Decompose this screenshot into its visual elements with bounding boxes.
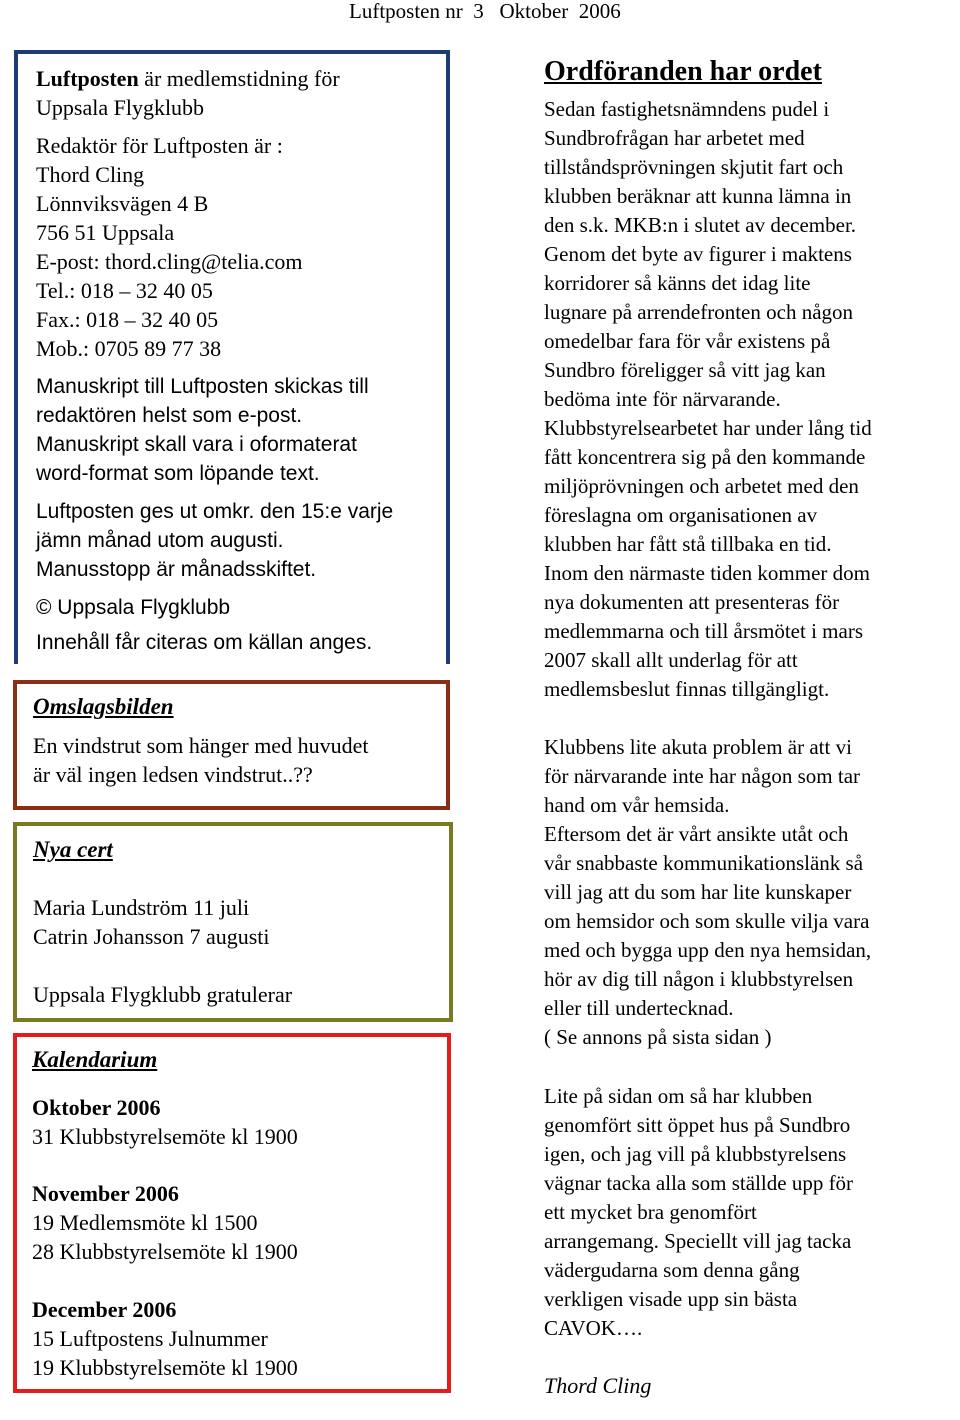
text-line: tillståndsprövningen skjutit fart och [544,155,844,179]
text-line: medlemmarna och till årsmötet i mars [544,619,863,643]
editor-line: Fax.: 018 – 32 40 05 [36,307,219,332]
calendar-event: 15 Luftpostens Julnummer [32,1326,268,1351]
text-line: vår snabbaste kommunikationslänk så [544,851,864,875]
text-line: fått koncentrera sig på den kommande [544,445,866,469]
text-line: Sundbro föreligger så vitt jag kan [544,358,826,382]
cert-name: Catrin Johansson 7 augusti [33,924,270,949]
text-line: Klubbstyrelsearbetet har under lång tid [544,416,872,440]
citation-line: Innehåll får citeras om källan anges. [36,631,373,654]
text-line: klubben beräknar att kunna lämna in [544,184,852,208]
text-line: föreslagna om organisationen av [544,503,818,527]
text-line: bedöma inte för närvarande. [544,387,781,411]
text-line: hör av dig till någon i klubbstyrelsen [544,967,854,991]
text-line: ett mycket bra genomfört [544,1200,757,1224]
manuscript-line: Manuskript till Luftposten skickas till [36,375,369,398]
editor-line: 756 51 Uppsala [36,220,175,245]
calendar-event: 28 Klubbstyrelsemöte kl 1900 [32,1239,298,1264]
text-line: nya dokumenten att presenteras för [544,590,840,614]
text-line: den s.k. MKB:n i slutet av december. [544,213,857,237]
text-line: med och bygga upp den nya hemsidan, [544,938,872,962]
calendar-event: 31 Klubbstyrelsemöte kl 1900 [32,1124,298,1149]
calendar-october [32,1093,298,1151]
text-line: Genom det byte av figurer i maktens [544,242,852,266]
text-line: vädergudarna som denna gång [544,1258,800,1282]
cert-names [33,893,270,951]
schedule-line: jämn månad utom augusti. [36,529,284,552]
text-line: hand om vår hemsida. [544,793,730,817]
text-line: Inom den närmaste tiden kommer dom [544,561,871,585]
calendar-title: Kalendarium [32,1047,158,1072]
chairman-title: Ordföranden har ordet [544,56,822,87]
text-line: klubben har fått stå tillbaka en tid. [544,532,832,556]
text-line: Lite på sidan om så har klubben [544,1084,813,1108]
copyright-line: © Uppsala Flygklubb [36,596,231,619]
signature: Thord Cling [544,1373,652,1398]
text-line: verkligen visade upp sin bästa [544,1287,798,1311]
text-line: Sedan fastighetsnämndens pudel i [544,97,830,121]
info-intro-line: Luftposten är medlemstidning för [36,66,340,91]
editor-line: Mob.: 0705 89 77 38 [36,336,222,361]
text-line: om hemsidor och som skulle vilja vara [544,909,870,933]
chairman-paragraph-3 [544,1082,853,1343]
text-line: CAVOK…. [544,1316,643,1340]
text-line: igen, och jag vill på klubbstyrelsens [544,1142,847,1166]
text-line: genomfört sitt öppet hus på Sundbro [544,1113,851,1137]
text-line: korridorer så känns det idag lite [544,271,811,295]
info-text [36,64,393,657]
calendar-month: December 2006 [32,1297,177,1322]
cert-title: Nya cert [33,837,113,862]
manuscript-line: Manuskript skall vara i oformaterat [36,433,357,456]
text-line: Klubbens lite akuta problem är att vi [544,735,852,759]
editor-line: Lönnviksvägen 4 B [36,191,209,216]
calendar-month: November 2006 [32,1181,179,1206]
schedule-line: Manusstopp är månadsskiftet. [36,558,317,581]
text-line: omedelbar fara för vår existens på [544,329,831,353]
text-line: Sundbrofrågan har arbetet med [544,126,805,150]
text-line: lugnare på arrendefronten och någon [544,300,854,324]
text-line: vill jag att du som har lite kunskaper [544,880,852,904]
text-line: ( Se annons på sista sidan ) [544,1025,772,1049]
cover-text [33,731,368,789]
calendar-december [32,1295,298,1382]
calendar-event: 19 Medlemsmöte kl 1500 [32,1210,258,1235]
text-line: arrangemang. Speciellt vill jag tacka [544,1229,852,1253]
manuscript-line: redaktören helst som e-post. [36,404,303,427]
calendar-month: Oktober 2006 [32,1095,161,1120]
text-line: 2007 skall allt underlag för att [544,648,798,672]
info-intro-line: Uppsala Flygklubb [36,95,205,120]
text-line: för närvarande inte har någon som tar [544,764,861,788]
text-line: medlemsbeslut finnas tillgängligt. [544,677,830,701]
text-line: miljöprövningen och arbetet med den [544,474,859,498]
cert-name: Maria Lundström 11 juli [33,895,250,920]
editor-line: Redaktör för Luftposten är : [36,133,283,158]
page-header: Luftposten nr 3 Oktober 2006 [349,0,621,23]
cert-congrats: Uppsala Flygklubb gratulerar [33,982,293,1007]
calendar-november [32,1179,298,1266]
schedule-line: Luftposten ges ut omkr. den 15:e varje [36,500,394,523]
manuscript-line: word-format som löpande text. [36,462,320,485]
editor-line: Tel.: 018 – 32 40 05 [36,278,213,303]
cover-title: Omslagsbilden [33,694,174,719]
cover-line: är väl ingen ledsen vindstrut..?? [33,762,313,787]
text-line: eller till undertecknad. [544,996,734,1020]
chairman-paragraph-2 [544,733,871,1052]
text-line: vägnar tacka alla som ställde upp för [544,1171,854,1195]
cover-line: En vindstrut som hänger med huvudet [33,733,369,758]
calendar-event: 19 Klubbstyrelsemöte kl 1900 [32,1355,298,1380]
text-line: Eftersom det är vårt ansikte utåt och [544,822,849,846]
editor-line: Thord Cling [36,162,145,187]
chairman-paragraph-1 [544,95,872,704]
editor-line: E-post: thord.cling@telia.com [36,249,303,274]
